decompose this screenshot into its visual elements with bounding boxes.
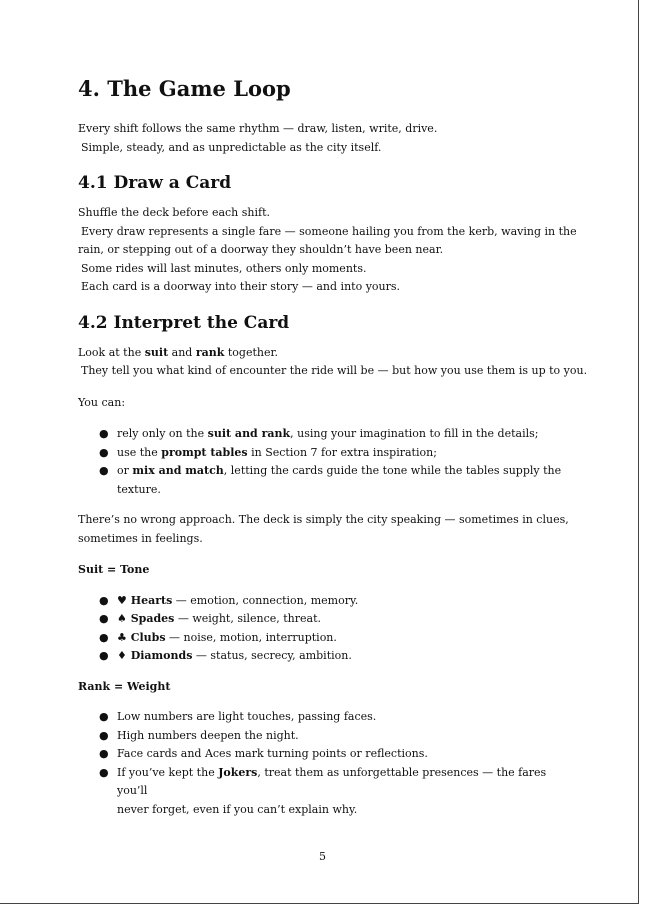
text: — status, secrecy, ambition. [192,649,352,662]
list-item [78,708,568,727]
text: in Section 7 for extra inspiration; [247,445,437,459]
paragraph-line: They tell you what kind of encounter the ride will be — but how you use them is up to you. [81,364,588,377]
bullet-icon: ● [99,612,109,625]
list-item [78,745,568,764]
bullet-icon: ● [99,464,109,477]
suit-diamonds: ♦ Diamonds [117,649,193,662]
paragraph-line: Each card is a doorway into their story — and into yours. [81,280,401,293]
list-item [78,592,568,611]
text: — noise, motion, interruption. [165,630,337,644]
term: mix and match [132,464,224,477]
list-item [78,425,568,444]
text: — weight, silence, threat. [174,612,322,625]
you-can-label: You can: [78,395,126,409]
term-rank: rank [195,345,225,359]
paragraph-line: Shuffle the deck before each shift. [78,206,270,219]
text: or [117,464,133,477]
suits-list [78,592,568,666]
text: , using your imagination to fill in the details; [290,427,539,440]
bullet-icon: ● [99,710,109,723]
section-heading-draw-card: 4.1 Draw a Card [78,173,232,193]
paragraph-line: Every draw represents a single fare — someone hailing you from the kerb, waving in the [81,224,577,238]
suit-clubs: ♣ Clubs [117,630,166,644]
document-body [78,74,588,831]
list-item [78,444,568,463]
page-title: 4. The Game Loop [78,76,291,101]
rank-weight-label: Rank = Weight [78,679,171,693]
bullet-icon: ● [99,630,109,644]
page-number: 5 [319,850,326,863]
list-item [78,610,568,629]
text: — emotion, connection, memory. [172,593,359,607]
text: , treat them as unforgettable presences — the fares you’ll [117,765,547,797]
term: suit and rank [207,427,291,440]
intro-line: Every shift follows the same rhythm — draw, listen, write, drive. [78,122,438,135]
intro-paragraph [78,120,568,157]
paragraph-line: There’s no wrong approach. The deck is simply the city speaking — sometimes in clues, [78,513,569,526]
section-heading-interpret-card: 4.2 Interpret the Card [78,312,290,333]
list-item [78,647,568,666]
bullet-icon: ● [99,747,109,760]
text: and [168,345,196,359]
suit-spades: ♠ Spades [117,612,175,625]
paragraph-line: sometimes in feelings. [78,531,203,545]
text: rely only on the [117,427,208,440]
suit-tone-label: Suit = Tone [78,563,150,576]
text: Look at the [78,345,145,359]
bullet-icon: ● [99,427,109,440]
text: Low numbers are light touches, passing faces. [117,710,377,723]
text: High numbers deepen the night. [117,728,299,742]
ranks-list [78,708,568,819]
text: together. [224,345,279,359]
text: never forget, even if you can’t explain why. [117,802,358,816]
intro-line: Simple, steady, and as unpredictable as the city itself. [81,140,382,154]
list-item [78,462,568,499]
term-jokers: Jokers [218,765,258,779]
bullet-icon: ● [99,728,109,742]
text: Face cards and Aces mark turning points or reflections. [117,747,428,760]
bullet-icon: ● [99,649,109,662]
suit-hearts: ♥ Hearts [117,593,173,607]
term-suit: suit [144,345,169,359]
term: prompt tables [161,445,248,459]
bullet-icon: ● [99,593,109,607]
no-wrong-approach-paragraph [78,511,568,548]
list-item [78,764,568,820]
paragraph-line [78,344,568,363]
text: , letting the cards guide the tone while the tables supply the [223,464,562,477]
list-item [78,629,568,648]
options-list [78,425,568,499]
text: use the [117,445,162,459]
bullet-icon: ● [99,445,109,459]
paragraph-line: Some rides will last minutes, others only moments. [81,261,367,275]
interpret-paragraph [78,344,588,381]
text: If you’ve kept the [117,765,219,779]
paragraph-line: rain, or stepping out of a doorway they shouldn’t have been near. [78,243,444,256]
text: texture. [117,482,161,496]
bullet-icon: ● [99,765,109,779]
draw-card-paragraph [78,204,577,297]
list-item [78,727,568,746]
